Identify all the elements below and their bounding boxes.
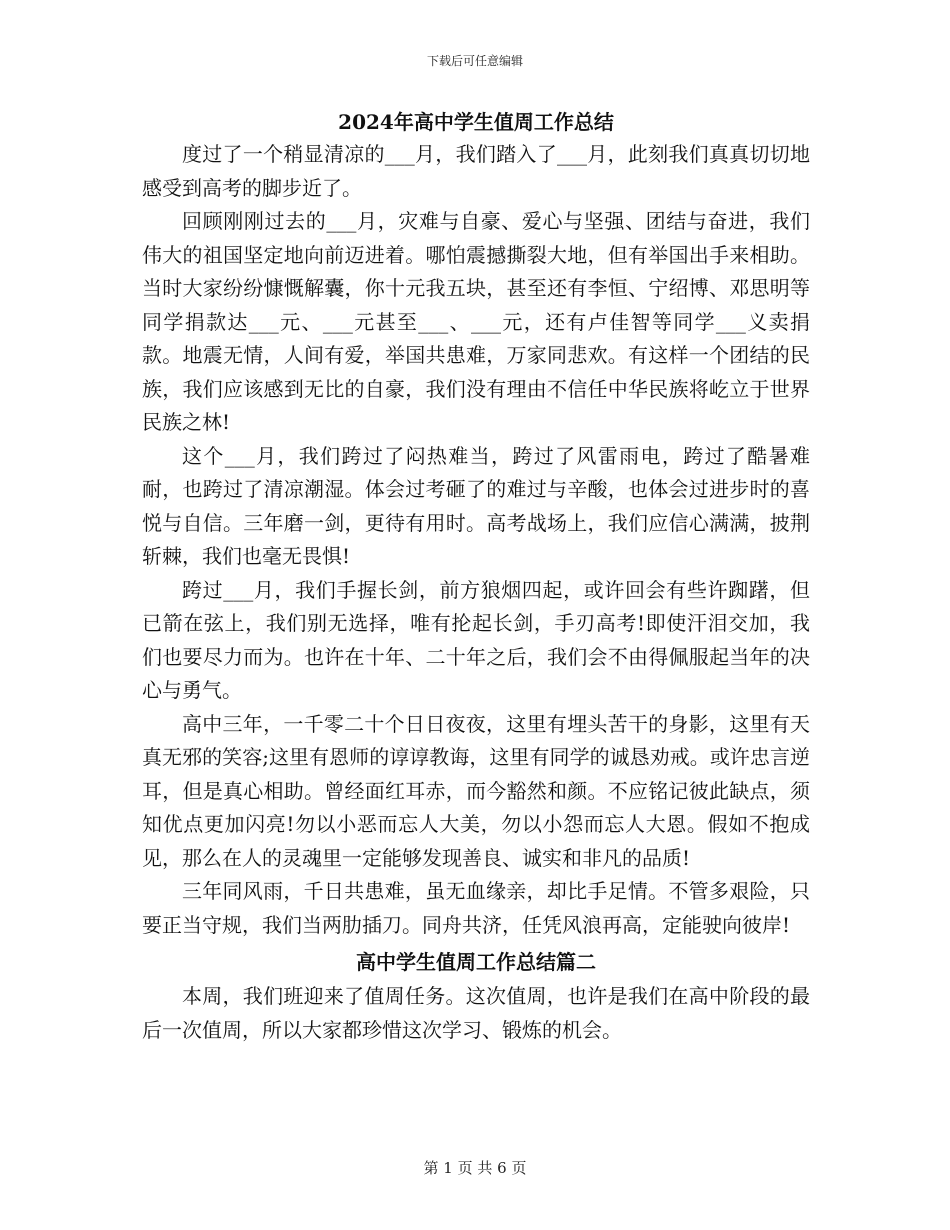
document-title: 2024年高中学生值周工作总结 xyxy=(338,110,614,134)
paragraph-2: 回顾刚刚过去的___月，灾难与自豪、爱心与坚强、团结与奋进，我们伟大的祖国坚定地向前迈进着。哪怕震撼撕裂大地，但有举国出手来相助。当时大家纷纷慷慨解囊，你十元我五块，甚至还有李恒、宁绍博、邓思明等同学捐款达___元、___元甚至___、___元，还有卢佳智等同学___义卖捐款。地震无情，人间有爱，举国共患难，万家同悲欢。有这样一个团结的民族，我们应该感到无比的自豪，我们没有理由不信任中华民族将屹立于世界民族之林! xyxy=(142,209,810,434)
paragraph-7: 本周，我们班迎来了值周任务。这次值周，也许是我们在高中阶段的最后一次值周，所以大家都珍惜这次学习、锻炼的机会。 xyxy=(142,984,810,1042)
paragraph-3: 这个___月，我们跨过了闷热难当，跨过了风雷雨电，跨过了酷暑难耐，也跨过了清凉潮湿。体会过考砸了的难过与辛酸，也体会过进步时的喜悦与自信。三年磨一剑，更待有用时。高考战场上，我们应信心满满，披荆斩棘，我们也毫无畏惧! xyxy=(142,443,810,568)
paragraph-5: 高中三年，一千零二十个日日夜夜，这里有埋头苦干的身影，这里有天真无邪的笑容;这里有恩师的谆谆教诲，这里有同学的诚恳劝戒。或许忠言逆耳，但是真心相助。曾经面红耳赤，而今豁然和颜。不应铭记彼此缺点，须知优点更加闪亮!勿以小恶而忘人大美，勿以小怨而忘人大恩。假如不抱成见，那么在人的灵魂里一定能够发现善良、诚实和非凡的品质! xyxy=(142,711,810,870)
paragraph-6: 三年同风雨，千日共患难，虽无血缘亲，却比手足情。不管多艰险，只要正当守规，我们当两肋插刀。同舟共济，任凭风浪再高，定能驶向彼岸! xyxy=(142,879,810,937)
paragraph-1: 度过了一个稍显清凉的___月，我们踏入了___月，此刻我们真真切切地感受到高考的脚步近了。 xyxy=(142,142,810,200)
page-footer: 第 1 页 共 6 页 xyxy=(423,1159,527,1177)
section-title: 高中学生值周工作总结篇二 xyxy=(356,950,596,974)
document-body xyxy=(142,106,810,1047)
paragraph-4: 跨过___月，我们手握长剑，前方狼烟四起，或许回会有些许踟躇，但已箭在弦上，我们别无选择，唯有抡起长剑，手刃高考!即使汗泪交加，我们也要尽力而为。也许在十年、二十年之后，我们会不由得佩服起当年的决心与勇气。 xyxy=(142,577,810,702)
page-header: 下载后可任意编辑 xyxy=(426,54,523,68)
